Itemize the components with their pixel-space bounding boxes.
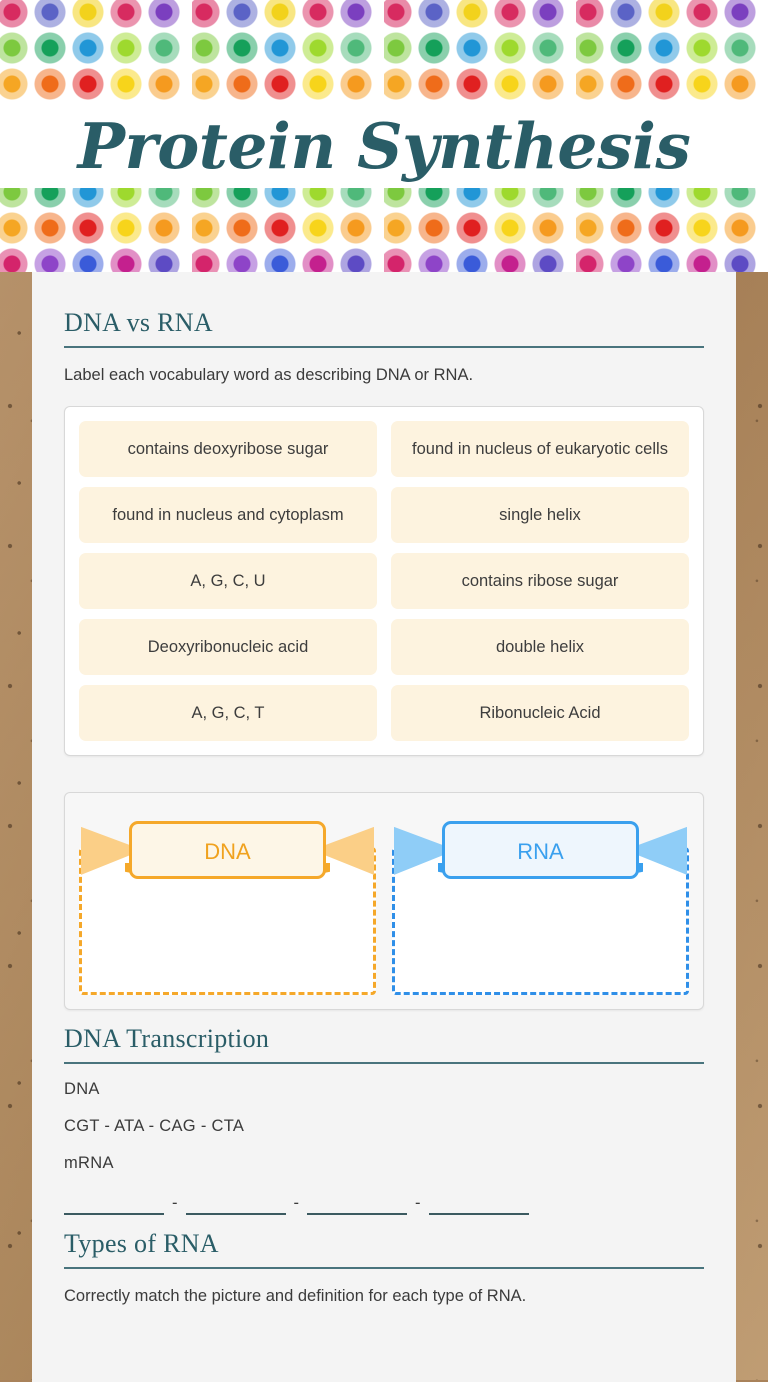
word-card[interactable]: Ribonucleic Acid (391, 685, 689, 741)
dropzone-label-dna[interactable]: DNA (129, 821, 326, 879)
word-card[interactable]: double helix (391, 619, 689, 675)
vocabulary-panel (64, 406, 704, 756)
dropzone-label-rna[interactable]: RNA (442, 821, 639, 879)
word-card[interactable]: found in nucleus and cytoplasm (79, 487, 377, 543)
word-card[interactable]: contains deoxyribose sugar (79, 421, 377, 477)
section-divider (64, 1267, 704, 1269)
section-types-of-rna (64, 1229, 704, 1309)
word-card[interactable]: single helix (391, 487, 689, 543)
section-dna-vs-rna (64, 308, 704, 1010)
word-card[interactable]: A, G, C, T (79, 685, 377, 741)
dropzone-column-dna (79, 811, 376, 995)
dropzone-column-rna (392, 811, 689, 995)
word-card[interactable]: found in nucleus of eukaryotic cells (391, 421, 689, 477)
section-divider (64, 346, 704, 348)
blank-separator: - (415, 1193, 421, 1212)
dropzone-panel (64, 792, 704, 1010)
section-divider (64, 1062, 704, 1064)
word-card[interactable]: Deoxyribonucleic acid (79, 619, 377, 675)
mrna-blank-row (64, 1191, 704, 1215)
blank-separator: - (293, 1193, 299, 1212)
instruction-dna-vs-rna: Label each vocabulary word as describing DNA or RNA. (64, 366, 474, 384)
section-title-types-of-rna: Types of RNA (64, 1228, 219, 1258)
instruction-types-of-rna: Correctly match the picture and definition for each type of RNA. (64, 1286, 527, 1305)
vocabulary-word-grid (79, 421, 689, 741)
section-dna-transcription (64, 1024, 704, 1215)
word-card[interactable]: contains ribose sugar (391, 553, 689, 609)
dna-sequence: CGT - ATA - CAG - CTA (64, 1116, 245, 1135)
dna-label: DNA (64, 1079, 100, 1098)
page-header (0, 0, 768, 272)
mrna-label: mRNA (64, 1153, 114, 1172)
blank-separator: - (172, 1193, 178, 1212)
mrna-blank-input[interactable] (64, 1191, 164, 1215)
word-card[interactable]: A, G, C, U (79, 553, 377, 609)
mrna-blank-input[interactable] (307, 1191, 407, 1215)
section-title-dna-transcription: DNA Transcription (64, 1023, 270, 1053)
page-title: Protein Synthesis (77, 109, 691, 183)
worksheet-sheet (32, 272, 736, 1382)
section-title-dna-vs-rna: DNA vs RNA (64, 308, 213, 337)
mrna-blank-input[interactable] (186, 1191, 286, 1215)
mrna-blank-input[interactable] (429, 1191, 529, 1215)
